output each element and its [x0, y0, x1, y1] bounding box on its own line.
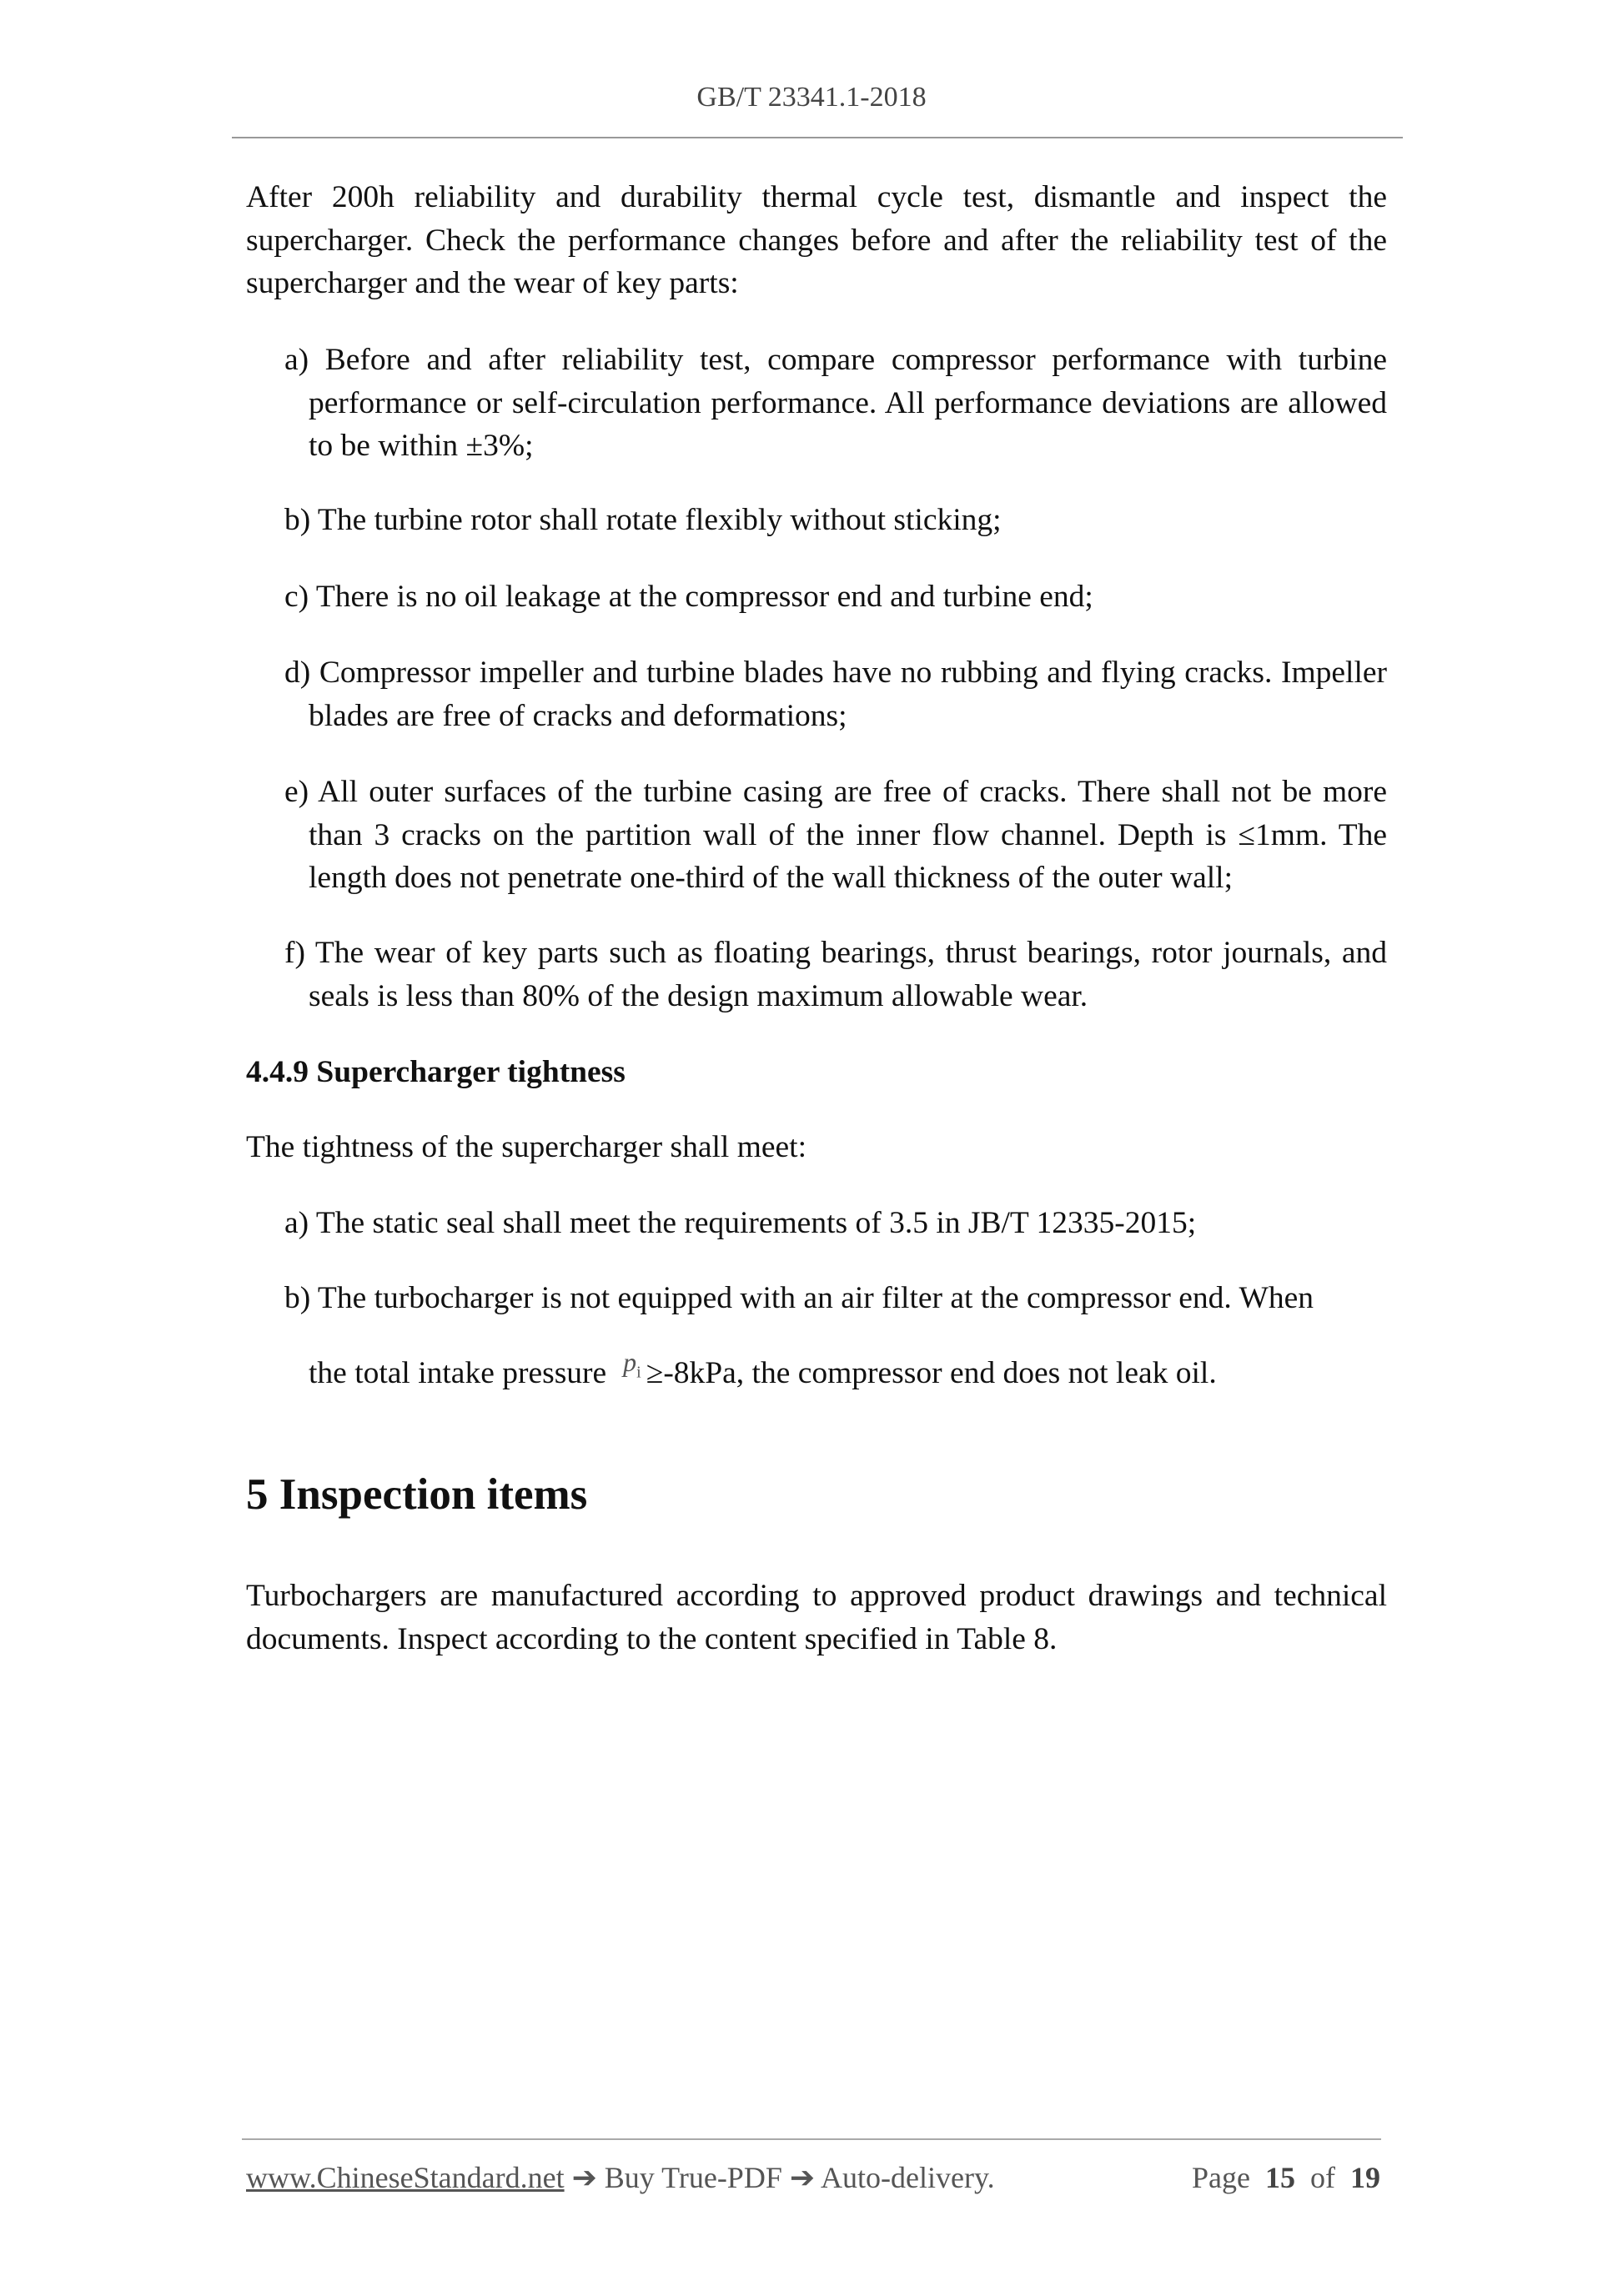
list-item: a) The static seal shall meet the requirements of 3.5 in JB/T 12335-2015; — [284, 1206, 1197, 1240]
intro-paragraph: After 200h reliability and durability thermal cycle test, dismantle and inspect the supercharger. Check the performance changes before and after the reliability test of the supercharger and the wear of key parts: — [246, 180, 1387, 300]
list-item: b) The turbocharger is not equipped with an air filter at the compressor end. When — [284, 1281, 1314, 1315]
list-item-continuation — [309, 1347, 1384, 1406]
page-label: Page — [1192, 2161, 1250, 2194]
document-header: GB/T 23341.1-2018 — [696, 82, 927, 113]
pressure-symbol — [623, 1347, 641, 1382]
list-item: f) The wear of key parts such as floating bearings, thrust bearings, rotor journals, and seals is less than 80% of the design maximum allowable wear. — [284, 936, 1387, 1013]
list-item: c) There is no oil leakage at the compressor end and turbine end; — [284, 580, 1093, 614]
buy-text: Buy True-PDF — [604, 2161, 782, 2194]
list-item: e) All outer surfaces of the turbine casing are free of cracks. There shall not be more than 3 cracks on the partition wall of the inner flow channel. Depth is ≤1mm. The length does not penetrate one-third of the wall thickness of the outer wall; — [284, 775, 1387, 895]
list-item: d) Compressor impeller and turbine blades have no rubbing and flying cracks. Impeller blades are free of cracks and deformations; — [284, 656, 1387, 733]
footer-rule — [242, 2138, 1381, 2140]
section-intro: The tightness of the supercharger shall meet: — [246, 1130, 807, 1164]
text: ≥-8kPa, the compressor end does not leak oil. — [646, 1356, 1217, 1390]
page-number — [1192, 2160, 1380, 2195]
arrow-icon: ➔ — [571, 2161, 597, 2194]
current-page: 15 — [1265, 2161, 1295, 2194]
text: the total intake pressure — [309, 1356, 607, 1390]
symbol: p — [623, 1347, 637, 1377]
list-item: b) The turbine rotor shall rotate flexibly without sticking; — [284, 503, 1002, 537]
auto-text: Auto-delivery. — [821, 2161, 995, 2194]
section-heading-4-4-9: 4.4.9 Supercharger tightness — [246, 1055, 626, 1089]
footer-left — [246, 2160, 995, 2195]
total-pages: 19 — [1350, 2161, 1380, 2194]
of-label: of — [1310, 2161, 1335, 2194]
website-link[interactable]: www.ChineseStandard.net — [246, 2161, 565, 2194]
section-heading-5: 5 Inspection items — [246, 1470, 588, 1519]
section5-paragraph: Turbochargers are manufactured according to approved product drawings and technical documents. Inspect according to the content specified in Table 8. — [246, 1579, 1387, 1656]
header-rule — [232, 137, 1403, 138]
list-item: a) Before and after reliability test, compare compressor performance with turbine performance or self-circulation performance. All performance deviations are allowed to be within ±3%; — [284, 343, 1387, 463]
arrow-icon: ➔ — [789, 2161, 816, 2194]
footer — [246, 2160, 1380, 2195]
symbol-subscript: i — [636, 1363, 641, 1382]
